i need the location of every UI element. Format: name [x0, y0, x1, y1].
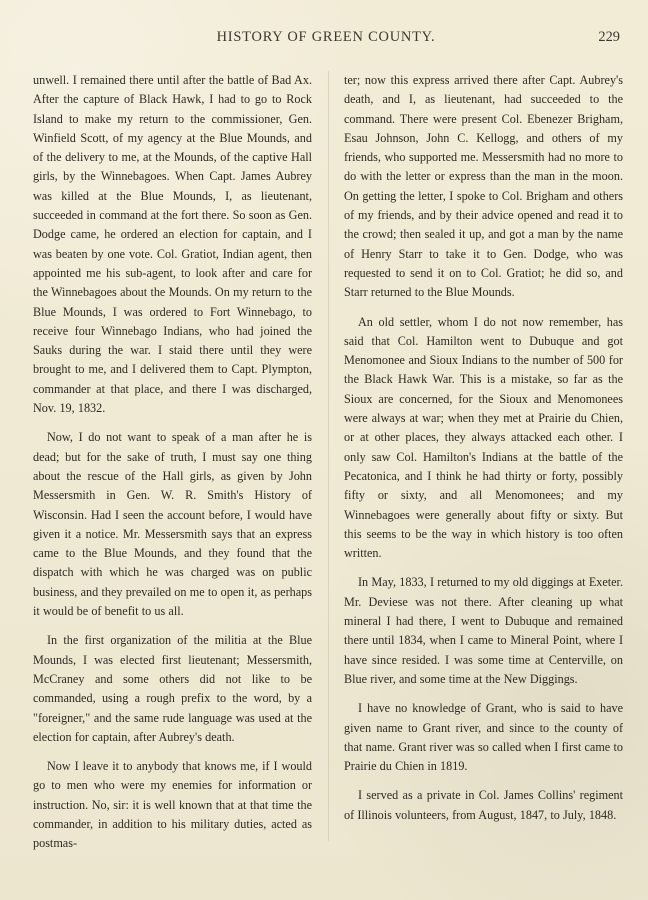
column-divider	[328, 71, 329, 841]
left-paragraph-2: Now, I do not want to speak of a man after he is dead; but for the sake of truth, I must say one thing about the rescue of the Hall girls, as given by John Messersmith in Gen. W. R. Smith's History of Wisconsin. Had I seen the account before, I would have given it a notice. Mr. Messersmith says that an express came to the Blue Mounds, and they found that the dispatch with which he was charged was on public business, and they prevailed on me to open it, as perhaps it would be of benefit to us all.	[33, 430, 312, 619]
right-paragraph-5: I served as a private in Col. James Collins' regiment of Illinois volunteers, from August, 1847, to July, 1848.	[344, 788, 623, 822]
page-number: 229	[598, 29, 620, 45]
page-header	[32, 29, 620, 53]
left-paragraph-4: Now I leave it to anybody that knows me, if I would go to men who were my enemies for information or instruction. No, sir: it is well known that at that time the commander, in addition to his military duties, acted as postmas-	[33, 759, 312, 851]
running-head-title: HISTORY OF GREEN COUNTY.	[216, 29, 436, 45]
right-paragraph-1: ter; now this express arrived there after Capt. Aubrey's death, and I, as lieutenant, had succeeded to the command. There were present Col. Ebenezer Brigham, Esau Johnson, John C. Kellogg, and others of my friends, who supported me. Messersmith had no more to do with the letter or express than the man in the moon. On getting the letter, I spoke to Col. Brigham and others of my friends, and by their advice opened and read it to the crowd; then sealed it up, and got a man by the name of Henry Starr to take it to Gen. Dodge, who was requested to send it on to Col. Gratiot; he did so, and Starr returned to the Blue Mounds.	[344, 73, 623, 300]
text-columns	[33, 71, 623, 882]
right-paragraph-4: I have no knowledge of Grant, who is said to have given name to Grant river, and since to the county of that name. Grant river was so called when I first came to Prairie du Chien in 1819.	[344, 701, 623, 774]
left-paragraph-3: In the first organization of the militia at the Blue Mounds, I was elected first lieutenant; Messersmith, McCraney and some others did not like to be commanded, using a rough prefix to the word, by a "foreigner," and the same rude language was used at the election for captain, after Aubrey's death.	[33, 633, 312, 744]
right-column	[344, 71, 623, 835]
left-column	[33, 71, 312, 864]
right-paragraph-2: An old settler, whom I do not now remember, has said that Col. Hamilton went to Dubuque and got Menomonee and Sioux Indians to the number of 500 for the Black Hawk War. This is a mistake, so far as the Sioux are concerned, for the Sioux and Menomonees were always at war; when they met at Prairie du Chien, or at other places, they always attacked each other. I only saw Col. Hamilton's Indians at the battle of the Pecatonica, and I think he had thirty or forty, possibly fifty or sixty, and all Menomonees; and my Winnebagoes were generally about fifty or sixty. But this seems to be the way in which history is too often written.	[344, 314, 623, 561]
right-paragraph-3: In May, 1833, I returned to my old diggings at Exeter. Mr. Deviese was not there. After cleaning up what mineral I had there, I went to Dubuque and remained there until 1834, when I came to Mineral Point, where I have since resided. I was some time at Centerville, on Blue river, and some time at the New Diggings.	[344, 575, 623, 686]
left-paragraph-1: unwell. I remained there until after the battle of Bad Ax. After the capture of Black Hawk, I had to go to Rock Island to make my return to the commissioner, Gen. Winfield Scott, of my agency at the Blue Mounds, and of the delivery to me, at the Mounds, of the captive Hall girls, by the Winnebagoes. When Capt. James Aubrey was killed at the Blue Mounds, I, as lieutenant, succeeded in command at the fort there. So soon as Gen. Dodge came, he ordered an election for captain, and I was beaten by one vote. Col. Gratiot, Indian agent, then appointed me his sub-agent, to look after and care for the Winnebagoes about the Mounds. On my return to the Blue Mounds, I was ordered to Fort Winnebago, to receive four Winnebago Indians, who had joined the Sauks during the war. I staid there until they were brought to me, and I delivered them to Capt. Plympton, commander at that place, and there I was discharged, Nov. 19, 1832.	[33, 73, 312, 416]
